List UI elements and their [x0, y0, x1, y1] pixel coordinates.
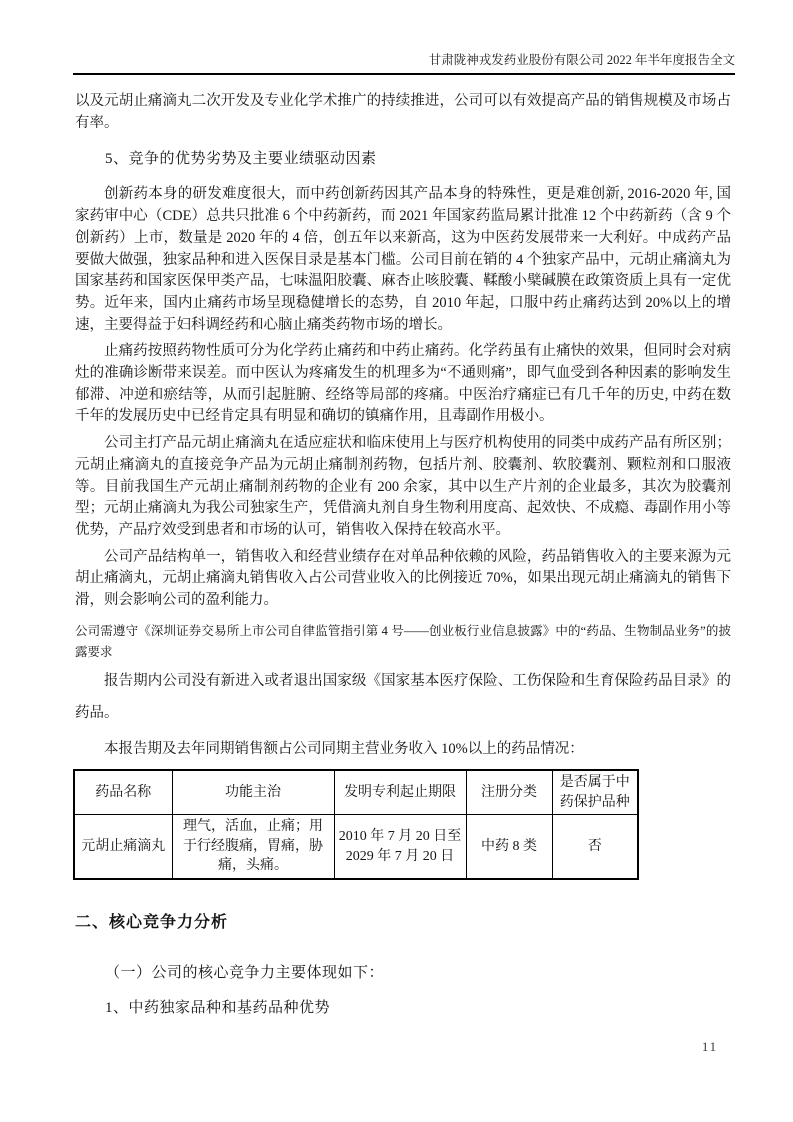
page-number: 11: [702, 1040, 719, 1054]
col-header-tcm-protected: 是否属于中药保护品种: [552, 770, 638, 815]
page-content: [75, 91, 731, 1019]
subheading-core-points: （一）公司的核心竞争力主要体现如下：: [105, 964, 385, 981]
paragraph-insurance-catalog: 报告期内公司没有新进入或者退出国家级《国家基本医疗保险、工伤保险和生育保险药品目录》的药品。: [75, 672, 731, 721]
cell-drug-name: 元胡止痛滴丸: [74, 815, 172, 879]
paragraph-painkiller-classification: 止痛药按照药物性质可分为化学药止痛药和中药止痛药。化学药虽有止痛快的效果，但同时会对病灶的准确诊断带来误差。而中医认为疼痛发生的机理多为“不通则痛”，即气血受到各种因素的影响发生郁滞、冲逆和瘀结等，从而引起脏腑、经络等局部的疼痛。中医治疗痛症已有几千年的历史, 中药在数千年的发展历史中已经肯定具有明显和确切的镇痛作用，且毒副作用极小。: [75, 343, 731, 425]
drug-info-table: [73, 769, 639, 880]
disclosure-requirement-note: 公司需遵守《深圳证券交易所上市公司自律监管指引第 4 号——创业板行业信息披露》中的“药品、生物制品业务”的披露要求: [75, 623, 731, 660]
paragraph-second-development: 以及元胡止痛滴丸二次开发及专业化学术推广的持续推进，公司可以有效提高产品的销售规模及市场占有率。: [75, 93, 731, 131]
paragraph-table-intro: 本报告期及去年同期销售额占公司同期主营业务收入 10%以上的药品情况：: [104, 740, 584, 757]
heading-core-competitiveness: 二、核心竞争力分析: [75, 913, 229, 931]
heading-competition-factors: 5、竞争的优势劣势及主要业绩驱动因素: [105, 151, 377, 168]
header-divider: [73, 73, 735, 75]
cell-patent-period: 2010 年 7 月 20 日至 2029 年 7 月 20 日: [334, 815, 466, 879]
cell-registration-class: 中药 8 类: [466, 815, 552, 879]
col-header-drug-name: 药品名称: [74, 770, 172, 815]
cell-indication: 理气，活血，止痛；用于行经腹痛，胃痛，胁痛，头痛。: [172, 815, 334, 879]
paragraph-main-product-competition: 公司主打产品元胡止痛滴丸在适应症状和临床使用上与医疗机构使用的同类中成药产品有所区别；元胡止痛滴丸的直接竞争产品为元胡止痛制剂药物，包括片剂、胶囊剂、软胶囊剂、颗粒剂和口服液等。目前我国生产元胡止痛制剂药物的企业有 200 余家，其中以生产片剂的企业最多，其次为胶囊剂型；元胡止痛滴丸为我公司独家生产，凭借滴丸剂自身生物利用度高、起效快、不成瘾、毒副作用小等优势，产品疗效受到患者和市场的认可，销售收入保持在较高水平。: [75, 435, 731, 538]
paragraph-innovation-drugs: 创新药本身的研发难度很大，而中药创新药因其产品本身的特殊性，更是难创新, 2016-2020 年, 国家药审中心（CDE）总共只批准 6 个中药新药，而 2021 年国家药监局累计批准 12 个中药新药（含 9 个创新药）上市，数量是 2020 年的 4 倍，创五年以来新高，这为中医药发展带来一大利好。中成药产品要做大做强，独家品种和进入医保目录是基本门槛。公司目前在销的 4 个独家产品中，元胡止痛滴丸为国家基药和国家医保甲类产品，七味温阳胶囊、麻杏止咳胶囊、鞣酸小檗碱膜在政策资质上具有一定优势。近年来，国内止痛药市场呈现稳健增长的态势，自 2010 年起，口服中药止痛药达到 20%以上的增速，主要得益于妇科调经药和心脑止痛类药物市场的增长。: [75, 186, 731, 333]
page-header-title: 甘肃陇神戎发药业股份有限公司 2022 年半年度报告全文: [428, 53, 735, 67]
paragraph-single-product-risk: 公司产品结构单一，销售收入和经营业绩存在对单品种依赖的风险，药品销售收入的主要来源为元胡止痛滴丸，元胡止痛滴丸销售收入占公司营业收入的比例接近 70%，如果出现元胡止痛滴丸的销售下滑，则会影响公司的盈利能力。: [75, 548, 731, 609]
cell-tcm-protected: 否: [552, 815, 638, 879]
drug-table-row: [74, 815, 638, 879]
col-header-registration-class: 注册分类: [466, 770, 552, 815]
col-header-patent-period: 发明专利起止期限: [334, 770, 466, 815]
col-header-indication: 功能主治: [172, 770, 334, 815]
subheading-exclusive-varieties: 1、中药独家品种和基药品种优势: [105, 999, 331, 1016]
drug-table-header-row: [74, 770, 638, 815]
